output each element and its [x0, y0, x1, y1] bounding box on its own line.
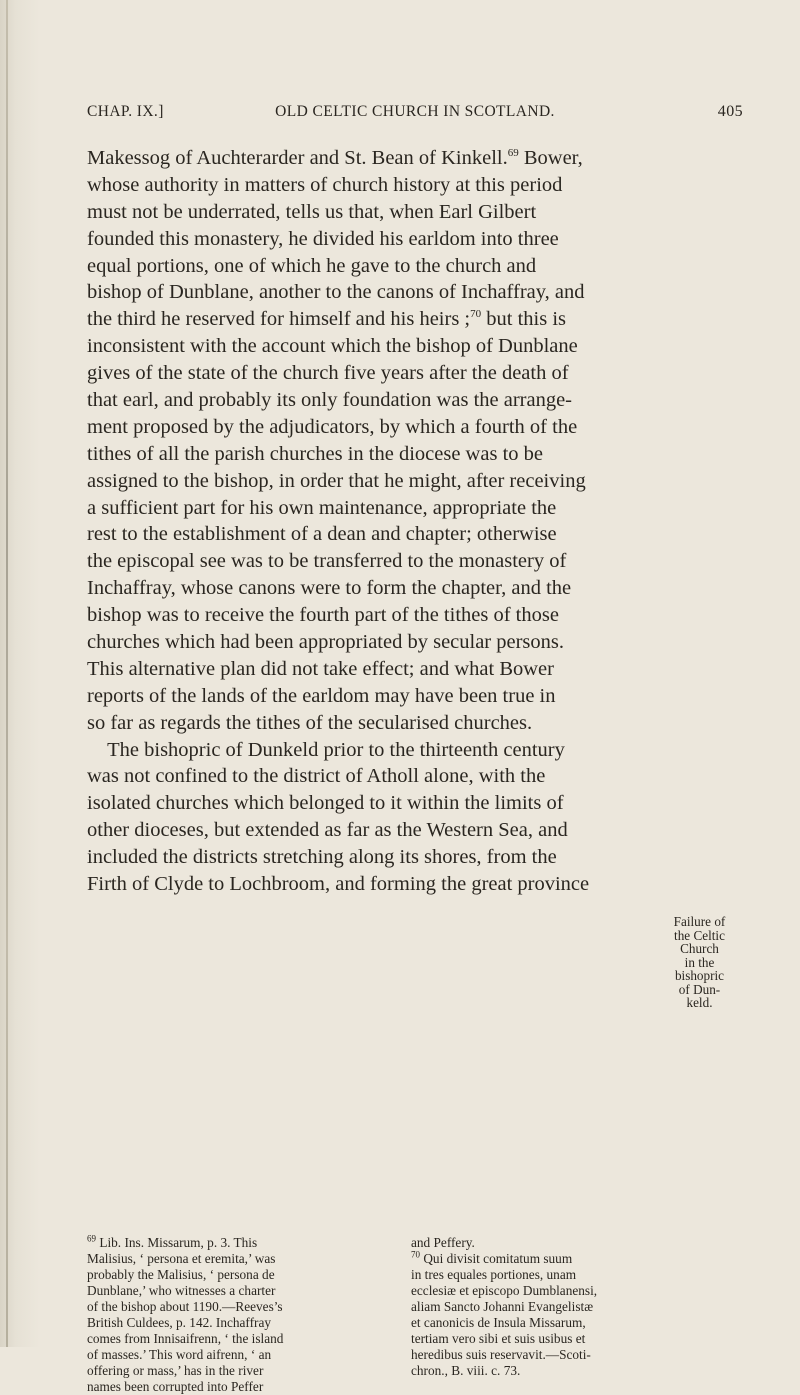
page-spine-shadow	[0, 0, 40, 1347]
footnote-line	[87, 1235, 395, 1251]
margin-note-line: of Dun-	[678, 981, 721, 997]
text-run: Makessog of Auchterarder and St. Bean of Kinkell.	[87, 147, 508, 169]
text-line	[87, 575, 598, 602]
text-run: so far as regards the tithes of the secularised churches.	[87, 711, 533, 734]
text-run: Qui divisit comitatum suum	[420, 1251, 573, 1266]
footnote-line	[87, 1331, 395, 1347]
text-line	[87, 306, 598, 333]
footnote-line	[411, 1299, 711, 1315]
text-run: gives of the state of the church five years after the death of	[87, 362, 569, 385]
text-line	[87, 737, 598, 764]
margin-note-line: Failure of	[673, 914, 726, 929]
text-run: bishop of Dunblane, another to the canons of Inchaffray, and	[87, 281, 585, 304]
text-line	[87, 145, 598, 172]
text-line	[87, 468, 598, 495]
text-line	[87, 817, 598, 844]
text-run: comes from Innisaifrenn, ‘ the island	[87, 1331, 284, 1346]
text-run: founded this monastery, he divided his earldom into three	[87, 227, 559, 250]
text-run: Lib. Ins. Missarum, p. 3. This	[96, 1235, 258, 1250]
text-line	[87, 548, 598, 575]
text-run: included the districts stretching along its shores, from the	[87, 846, 557, 869]
text-line	[87, 495, 598, 522]
footnote-ref: 70	[411, 1249, 420, 1260]
text-run: bishop was to receive the fourth part of the tithes of those	[87, 604, 559, 627]
text-run: ment proposed by the adjudicators, by which a fourth of the	[87, 415, 578, 438]
text-line	[87, 333, 598, 360]
text-line	[87, 279, 598, 306]
text-line	[87, 360, 598, 387]
main-text-block	[87, 145, 598, 898]
text-line	[87, 844, 598, 871]
text-run: names been corrupted into Peffer	[87, 1379, 264, 1394]
text-run: ecclesiæ et episcopo Dumblanensi,	[411, 1283, 598, 1298]
footnote-line	[87, 1347, 395, 1363]
text-run: churches which had been appropriated by secular persons.	[87, 631, 565, 654]
text-line	[87, 521, 598, 548]
margin-note-line: bishopric	[674, 968, 725, 983]
text-line	[87, 172, 598, 199]
footnote-line	[411, 1331, 711, 1347]
text-run: probably the Malisius, ‘ persona de	[87, 1267, 275, 1282]
text-run: Firth of Clyde to Lochbroom, and forming the great province	[87, 873, 590, 896]
text-run: Malisius, ‘ persona et eremita,’ was	[87, 1251, 276, 1266]
footnote-line	[87, 1251, 395, 1267]
text-run: reports of the lands of the earldom may have been true in	[87, 684, 556, 707]
text-run: whose authority in matters of church history at this period	[87, 173, 563, 196]
text-run: and Peffery.	[411, 1235, 475, 1250]
binding-edge	[6, 0, 8, 1347]
running-header	[87, 103, 743, 125]
margin-note-line: Church	[680, 941, 719, 956]
footnote-line	[411, 1283, 711, 1299]
text-run: Inchaffray, whose canons were to form the chapter, and the	[87, 577, 572, 600]
text-run: of the bishop about 1190.—Reeves’s	[87, 1299, 283, 1314]
text-line	[87, 414, 598, 441]
text-line	[87, 871, 598, 898]
footnote-line	[87, 1363, 395, 1379]
footnote-line	[411, 1251, 711, 1267]
text-line	[87, 683, 598, 710]
footnote-line	[411, 1315, 711, 1331]
footnote-line	[411, 1235, 711, 1251]
text-line	[87, 226, 598, 253]
footnotes-left-column	[87, 1235, 395, 1395]
text-run: Dunblane,’ who witnesses a charter	[87, 1283, 276, 1298]
text-run: but this is	[481, 308, 566, 331]
footnote-ref: 69	[87, 1233, 96, 1244]
footnote-line	[87, 1299, 395, 1315]
text-run: rest to the establishment of a dean and chapter; otherwise	[87, 523, 557, 546]
text-run: tithes of all the parish churches in the diocese was to be	[87, 442, 543, 465]
text-run: was not confined to the district of Atholl alone, with the	[87, 765, 546, 788]
footnote-line	[411, 1363, 711, 1379]
text-line	[87, 387, 598, 414]
text-line	[87, 710, 598, 737]
text-run: the third he reserved for himself and his heirs ;	[87, 308, 471, 331]
text-run: assigned to the bishop, in order that he might, after receiving	[87, 469, 586, 492]
text-run: of masses.’ This word aifrenn, ‘ an	[87, 1347, 272, 1362]
text-run: et canonicis de Insula Missarum,	[411, 1315, 586, 1330]
text-run: must not be underrated, tells us that, when Earl Gilbert	[87, 200, 537, 223]
footnote-line	[87, 1283, 395, 1299]
text-line	[87, 602, 598, 629]
text-run: inconsistent with the account which the bishop of Dunblane	[87, 335, 578, 358]
text-run: chron., B. viii. c. 73.	[411, 1363, 521, 1378]
text-line	[87, 629, 598, 656]
text-run: heredibus suis reservavit.—Scoti-	[411, 1347, 591, 1362]
text-line	[87, 199, 598, 226]
text-line	[87, 763, 598, 790]
text-line	[87, 253, 598, 280]
chapter-label: CHAP. IX.]	[87, 103, 164, 120]
text-run: equal portions, one of which he gave to the church and	[87, 254, 537, 277]
text-line	[87, 790, 598, 817]
text-run: offering or mass,’ has in the river	[87, 1363, 264, 1378]
text-run: British Culdees, p. 142. Inchaffray	[87, 1315, 272, 1330]
text-run: This alternative plan did not take effect; and what Bower	[87, 657, 554, 680]
text-run: aliam Sancto Johanni Evangelistæ	[411, 1299, 594, 1314]
text-run: Bower,	[518, 147, 583, 169]
text-run: a sufficient part for his own maintenance, appropriate the	[87, 496, 557, 519]
text-run: the episcopal see was to be transferred to the monastery of	[87, 550, 567, 573]
page-number: 405	[717, 103, 743, 120]
text-line	[87, 656, 598, 683]
margin-note-line: in the	[684, 954, 715, 970]
margin-note-line: the Celtic	[674, 927, 725, 943]
footnote-line	[411, 1267, 711, 1283]
running-title: OLD CELTIC CHURCH IN SCOTLAND.	[275, 103, 555, 120]
footnote-ref: 70	[470, 308, 482, 321]
footnote-line	[411, 1347, 711, 1363]
footnote-ref: 69	[507, 147, 519, 160]
text-run: in tres equales portiones, unam	[411, 1267, 577, 1282]
text-run: The bishopric of Dunkeld prior to the thirteenth century	[87, 738, 565, 761]
text-run: that earl, and probably its only foundation was the arrange-	[87, 389, 573, 412]
margin-note-line: keld.	[686, 995, 713, 1010]
text-run: tertiam vero sibi et suis usibus et	[411, 1331, 586, 1346]
text-line	[87, 441, 598, 468]
footnote-line	[87, 1267, 395, 1283]
margin-note	[652, 915, 747, 1010]
text-run: isolated churches which belonged to it within the limits of	[87, 792, 564, 815]
text-run: other dioceses, but extended as far as the Western Sea, and	[87, 819, 568, 842]
footnotes-right-column	[411, 1235, 711, 1379]
footnote-line	[87, 1315, 395, 1331]
footnote-line	[87, 1379, 395, 1395]
